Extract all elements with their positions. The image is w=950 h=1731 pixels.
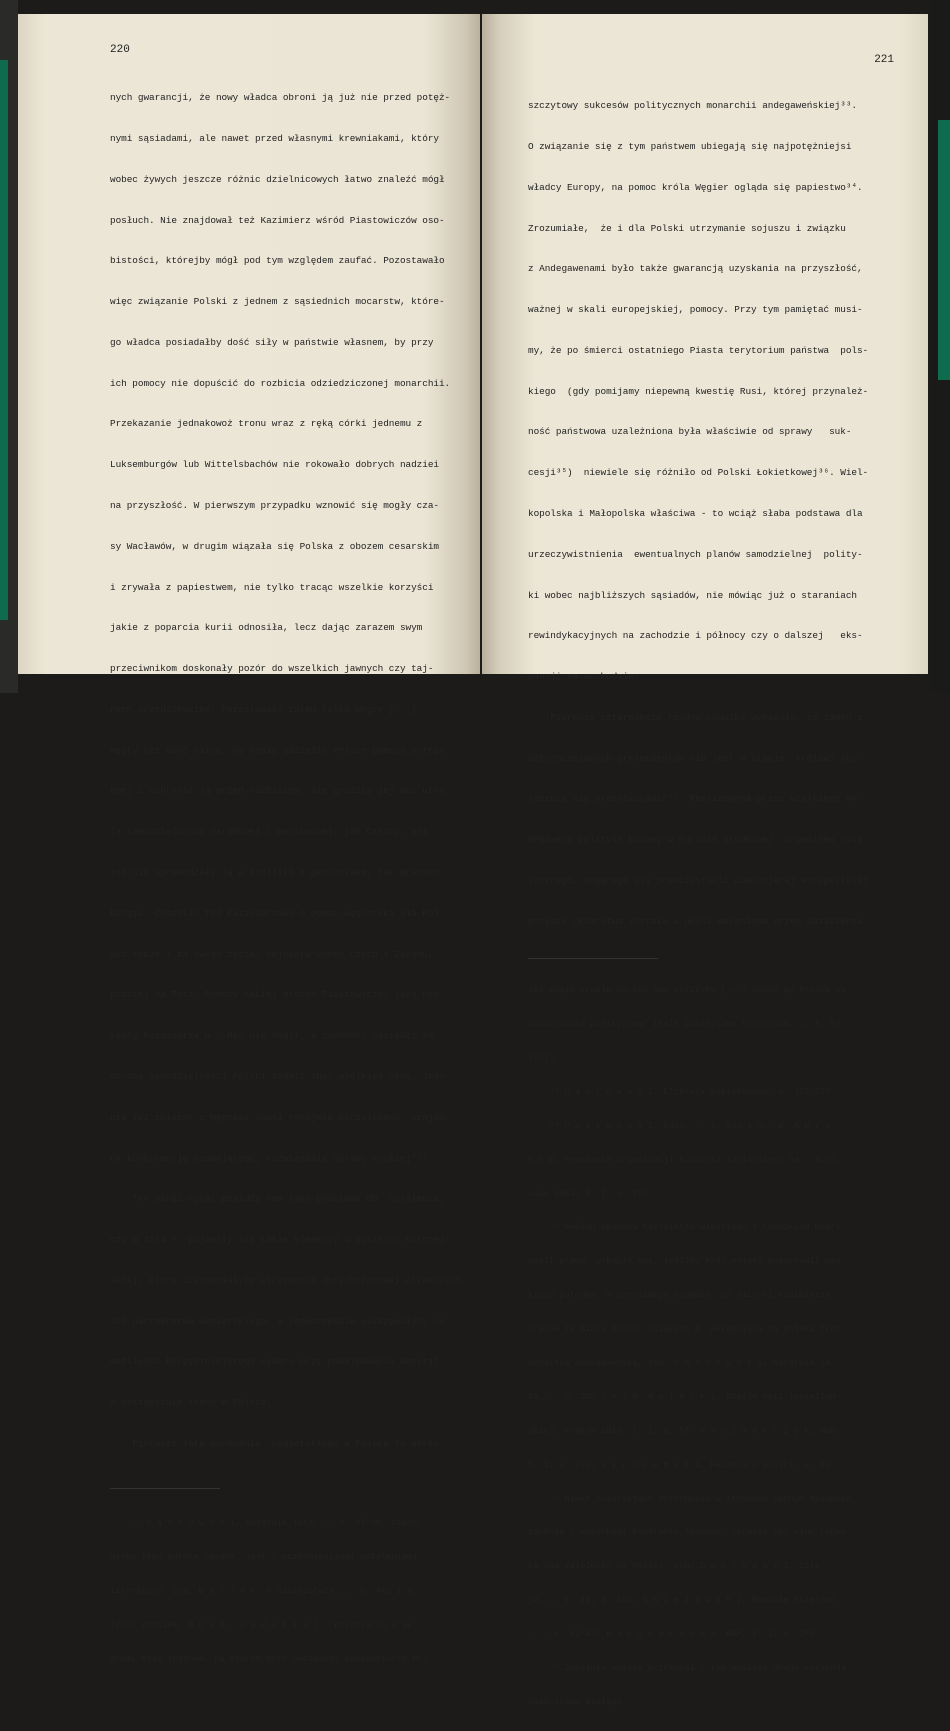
text-line: Pierwsze czterolecie rządów Ludwika wykazało, że żaden z	[528, 711, 863, 723]
text-line: urzeczywistnienia ewentualnych planów samodzielnej polity-	[528, 548, 863, 560]
text-line: szczytowy sukcesów politycznych monarchii andegaweńskiej³³.	[528, 100, 857, 112]
footnote-line: kiego potomka, w przeciwnym wypadku, po śmierci Kazimierza,	[528, 1290, 836, 1301]
text-line: tą samodzielności narodowej i państwowej, jak Czechy, ani	[110, 826, 428, 838]
text-line: posłuch. Nie znajdował też Kazimierz wśród Piastowiczów oso-	[110, 214, 445, 226]
footnote-line: kraina ta miała zostać związana z wstępującą na polski tron	[528, 1324, 841, 1335]
text-line: Zrozumiałe, że i dla Polski utrzymanie sojuszu i związku	[528, 222, 846, 234]
text-line: też nie wprowadzały ją w konflikt z papiestwem, jak Branden-	[110, 867, 445, 879]
text-line: Ten długi cytat posłuży nam jako podstawa do ustalenia,	[110, 1193, 445, 1205]
text-line: skiej, które uzasadniałyby utrzymanie dotychczasowej atrakcyjno-	[110, 1274, 467, 1286]
text-line: czy w 1374 r. pojawiły się takie elementy w polityce europej-	[110, 1234, 451, 1246]
text-line: ski także i za swego życia, najpierw wobec Czech i Zakonu,	[110, 948, 434, 960]
text-line: cesji³⁵) niewiele się różniło od Polski Łokietkowej³⁶. Wiel-	[528, 467, 869, 479]
text-line: władcy Europy, na pomoc króla Węgier ogląda się papiestwo³⁴.	[528, 181, 863, 193]
text-line: tępcy Kazimierza W., dać nie mogli, a zachodni sąsiedzi za	[110, 1030, 434, 1042]
text-line: degawena polityka budowy w Europie Środkowej organizmu poli-	[528, 834, 869, 846]
text-line: ich pomocy nie dopuścić do rozbicia odziedziczonej monarchii.	[110, 377, 451, 389]
text-line: Pierwsze lata panowania węgierskiego w Polsce to okres	[110, 1437, 439, 1449]
text-line: jakie z poparcia kurii odnosiła, lecz dając zarazem swym	[110, 622, 423, 634]
footnote-line: ³⁴ P o t k a ń s k i, Daty..., s. 264 i n.; W. A b r a-	[528, 1120, 836, 1131]
text-line: o następstwie tronu w Polsce.	[110, 1397, 272, 1409]
footnote-divider	[110, 1488, 220, 1489]
footnote-line: ..., s. 41-42; K a c z m a r c z y k, HDP, t. I, s. 255.	[528, 1629, 820, 1640]
text-line: burgia. Chodziło też Kazimierzowi o pomoc węgierską dla Pol-	[110, 907, 445, 919]
footnote-line: dynastią andegaweńską, zob. D ą b r o w s k i, Ostatnie la-	[528, 1357, 836, 1368]
text-line: nie też związek z Węgrami dawał rękojmię korzystnego, wzajem-	[110, 1111, 451, 1123]
text-line: na konkurencję usuwającego, rozwiązania sprawy ruskiej"³²	[110, 1152, 428, 1164]
footnote-line: literatury, zob. B a l z e r, O następstwie..., s. 403 i n.	[110, 1586, 418, 1596]
footnote-line: konieczność polityczną" (Rola polityczna rycerstwa..., s. 87	[528, 1019, 841, 1030]
text-line: pansji na wschodzie.	[528, 671, 640, 683]
green-cover-edge-right	[938, 120, 950, 380]
footnote-line: ³³ D ą b r o w s k i, Elżbieta Łokietkówna, s. 372-373.	[528, 1086, 836, 1097]
text-line: my, że po śmierci ostatniego Piasta terytorium państwa pols-	[528, 344, 869, 356]
footnote-line: zgodnie z warunkami kontraktu lennego, zerwało bez winy Ludwi-	[528, 1527, 852, 1538]
text-line: później na Rusi. Pomocy takiej drobni Piastowicze, jako nas-	[110, 989, 445, 1001]
text-line: więc związanie Polski z jednem z sąsiednich mocarstw, które-	[110, 296, 445, 308]
text-line: sy Wacławów, w drugim wiązała się Polska z obozem cesarskim	[110, 540, 439, 552]
footnote-line: ta..., s. 288 i n.; O. H a l e c k i, Dzieje unii jagielloń-	[528, 1391, 841, 1402]
footnote-divider	[528, 958, 658, 959]
footnote-line: t. I, s. 292; W y r o z u m s k i, Kazimierz Wielki, s. 89.	[528, 1459, 836, 1470]
text-line: i zrywała z papiestwem, nie tylko tracąc wszelkie korzyści	[110, 581, 434, 593]
text-line: bnej i uchronić ją przed rozbiciem, nie groziły jej ani utra-	[110, 785, 451, 797]
text-line: tycznego, mogącego się przeciwstawić dominującej europejskiej	[528, 875, 869, 887]
right-page	[482, 14, 928, 1707]
left-page	[18, 14, 480, 1665]
page-number: 221	[874, 54, 894, 66]
text-line: ści partnerstwa węgierskiego, a jednocześnie wskazywałyby na	[110, 1315, 445, 1327]
text-line: wobec żywych jeszcze różnic dzielnicowych łatwo znaleźć mógł	[110, 173, 445, 185]
text-line: ność państwowa uzależniona była właściwie od sprawy suk-	[528, 426, 852, 438]
footnote-line: ³² D ą b r o w s k i, Ostatnie lata..., s. 97-99. Stano-	[110, 1517, 423, 1528]
text-line: Węgry też dość silne, by mogły udzielić Polsce pomocy potrze-	[110, 744, 451, 756]
page-number: 220	[110, 44, 130, 56]
text-line: rewindykacyjnych na zachodzie i północy czy o dalszej eks-	[528, 630, 863, 642]
text-line: Luksemburgów lub Wittelsbachów nie rokowało dobrych nadziei	[110, 459, 439, 471]
green-cover-edge-left	[0, 60, 8, 620]
body-text	[528, 72, 908, 956]
text-line: ważnej w skali europejskiej, pomocy. Przy tym pamiętać musi-	[528, 304, 863, 316]
footnotes	[110, 1495, 454, 1689]
footnote-line: Władysława Białego.	[528, 1696, 628, 1707]
footnote-line: skiej, Kraków 1919, t. I, s. 57; K a c z m a r c z y k, HDP,	[528, 1425, 841, 1436]
text-line: ki wobec najbliższych sąsiadów, nie mówiąc już o staraniach	[528, 589, 857, 601]
footnote-line: (55)).	[528, 1052, 560, 1063]
footnote-line: Także zdaniem M o s z c z e ń s k i e j "przymierze z Wę-	[110, 1620, 418, 1631]
text-line: nych gwarancji, że nowy władca obroni ją już nie przed potęż-	[110, 92, 451, 104]
footnote-line: je..., t. II, s. 182; Ś w i e ż a w s k i, Rawskie Księstwo	[528, 1595, 836, 1606]
text-line: nymi sąsiadami, ale nawet przed własnymi krewniakami, który	[110, 132, 439, 144]
footnote-line: mieli prawo wykupić Ruś, jeśliby król polski pozostawił męs-	[528, 1256, 847, 1267]
text-line: z Andegawenami było także gwarancją uzyskania na przyszłość,	[528, 263, 863, 275]
footnote-line: Lwów 1904, t. I, s. 295.	[528, 1188, 654, 1199]
body-text	[110, 64, 467, 1478]
footnote-line: ³⁷ Zupełnie świeżo przekonał o tym musiała druga eskapada	[528, 1663, 847, 1673]
footnote-line: h a m, Powstanie organizacji kościoła łacińskiego na Rusi,	[528, 1154, 841, 1165]
text-line: Przekazanie jednakowoż tronu wraz z ręką córki jednemu z	[110, 418, 423, 430]
text-line: kiego (gdy pomijamy niepewną kwestię Rusi, której przynależ-	[528, 385, 869, 397]
text-line: nych przedsięwzięć. Pozostawały zatem tylko Węgry [...]	[110, 703, 417, 715]
text-line: na przyszłość. W pierwszym przypadku wznowić się mogły cza-	[110, 500, 439, 511]
text-line: go władca posiadałby dość siły w państwie własnem, by przy	[110, 336, 434, 348]
text-line: bistości, którejby mógł pod tym względem zaufać. Pozostawało	[110, 255, 445, 267]
text-line: możliwość korzystniejszego wyboru przy podejmowaniu decyzji	[110, 1356, 439, 1368]
footnote-line: ³⁵ Według układów Kazimierza Wielkiego z Ludwikiem Węgry	[528, 1222, 841, 1233]
footnote-line: ³⁶ Nawet pozostające dotychczas w stosunku lennym Mazowsze,	[528, 1493, 857, 1504]
text-line: O związanie się z tym państwem ubiegają się najpotężniejsi	[528, 140, 852, 152]
footnote-line: ska mogła trwale oprzeć swą politykę [...] uznać go trzeba za	[528, 985, 847, 996]
text-line: przeciwnikom doskonały pozór do wszelkich jawnych czy taj-	[110, 663, 434, 675]
footnote-line: wisko tego autora zgodne jest z wcześniejszymi ustaleniami	[110, 1551, 418, 1562]
text-line: dotychczasowych pretendentów nie jest w stanie królowi sku-	[528, 752, 863, 764]
footnote-line: grami było jedynem, na którem przy ówczesnej koniunkturze Pol-	[110, 1654, 434, 1665]
text-line: tecznie się przeciwstawić³⁷. Realizowana przez wielkiego An-	[528, 793, 863, 805]
footnotes	[528, 963, 908, 1731]
text-line: kopolska i Małopolska właściwa - to wciąż słaba podstawa dla	[528, 508, 863, 519]
text-line: obronę samodzielności Polski żądali zbyt wielkiej ceny. Jedy-	[110, 1070, 451, 1082]
footnote-line: ka swą zależność od Polski, zob. D ą b r o w s k i, Dzie-	[528, 1561, 826, 1572]
text-line: potędze cesarstwa została w pełni doceniona przez Kazimierza	[528, 915, 863, 927]
